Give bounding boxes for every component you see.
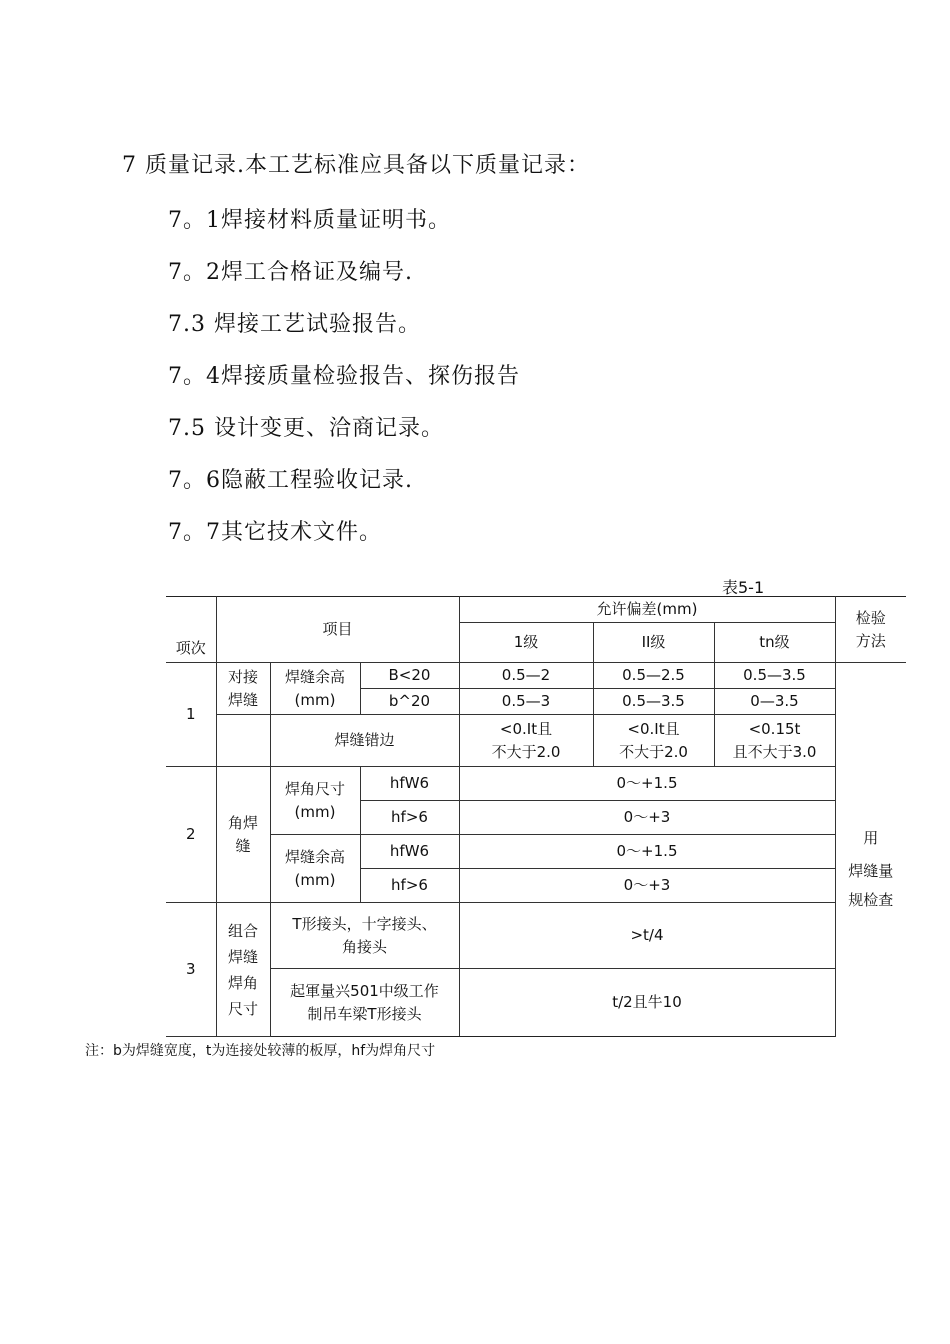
table-cell: <0.It且 不大于2.0 [593, 715, 714, 767]
table-cell: 0—3.5 [714, 689, 835, 715]
table-cell: 0〜+3 [459, 801, 835, 835]
header-grade-1: 1级 [459, 623, 593, 663]
table-cell: 0〜+1.5 [459, 767, 835, 801]
table-cell: 0.5—3.5 [714, 663, 835, 689]
row-condition: b^20 [360, 689, 459, 715]
header-item: 项目 [216, 597, 459, 663]
inspection-method: 用 焊缝量 规检查 [835, 663, 906, 1037]
row-index: 1 [166, 663, 216, 767]
row-index: 2 [166, 767, 216, 903]
record-item: 7。2焊工合格证及编号. [168, 260, 413, 285]
table-cell: 0.5—3 [459, 689, 593, 715]
record-item: 7。6隐蔽工程验收记录. [168, 468, 413, 493]
table-cell: 0.5—3.5 [593, 689, 714, 715]
record-item: 7。4焊接质量检验报告、探伤报告 [168, 364, 520, 389]
header-grade-2: II级 [593, 623, 714, 663]
header-index: 项次 [166, 597, 216, 663]
header-method: 检验 方法 [835, 597, 906, 663]
table-note: 注：b为焊缝宽度，t为连接处较薄的板厚，hf为焊角尺寸 [85, 1043, 436, 1059]
row-subitem: 焊缝余高(mm) [270, 663, 360, 715]
row-category: 对接 焊缝 [216, 663, 270, 715]
row-condition: hf>6 [360, 801, 459, 835]
row-category: 组合 焊缝 焊角 尺寸 [216, 903, 270, 1037]
table-cell: 0〜+1.5 [459, 835, 835, 869]
row-subitem: 焊角尺寸 (mm) [270, 767, 360, 835]
row-index: 3 [166, 903, 216, 1037]
section-heading: 7 质量记录.本工艺标准应具备以下质量记录： [122, 153, 590, 178]
record-item: 7。1焊接材料质量证明书。 [168, 208, 451, 233]
record-item: 7.5 设计变更、洽商记录。 [168, 416, 444, 441]
row-condition: hfW6 [360, 767, 459, 801]
tolerance-table [166, 596, 906, 1037]
table-cell: <0.15t 且不大于3.0 [714, 715, 835, 767]
table-cell: 0.5—2.5 [593, 663, 714, 689]
table-cell: <0.It且 不大于2.0 [459, 715, 593, 767]
row-condition: hfW6 [360, 835, 459, 869]
row-category: 角焊 缝 [216, 767, 270, 903]
row-subitem: 焊缝余高 (mm) [270, 835, 360, 903]
header-tolerance: 允许偏差(mm) [459, 597, 835, 623]
row-subitem: 焊缝错边 [270, 715, 459, 767]
table-caption: 表5-1 [722, 578, 765, 597]
record-item: 7。7其它技术文件。 [168, 520, 382, 545]
table-cell: >t/4 [459, 903, 835, 969]
row-subitem: T形接头，十字接头、 角接头 [270, 903, 459, 969]
record-item: 7.3 焊接工艺试验报告。 [168, 312, 421, 337]
table-cell: t/2且牛10 [459, 969, 835, 1037]
row-condition: hf>6 [360, 869, 459, 903]
row-subitem: 起軍量兴501中级工作 制吊车梁T形接头 [270, 969, 459, 1037]
row-condition: B<20 [360, 663, 459, 689]
header-grade-3: tn级 [714, 623, 835, 663]
table-cell: 0.5—2 [459, 663, 593, 689]
table-cell: 0〜+3 [459, 869, 835, 903]
